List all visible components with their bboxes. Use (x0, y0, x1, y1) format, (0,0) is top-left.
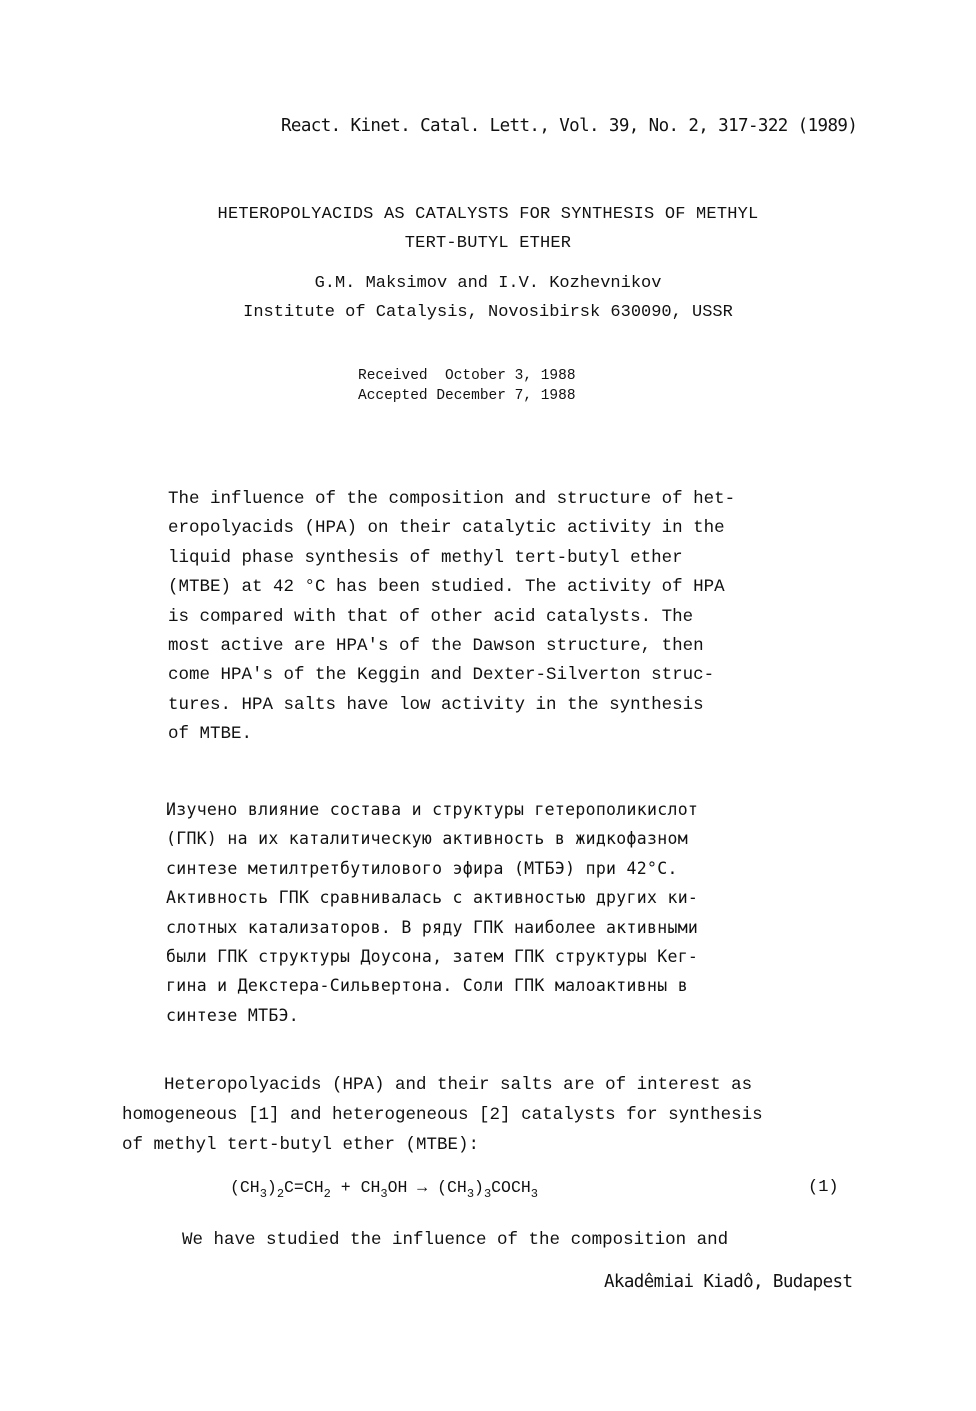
abstract-english (168, 485, 735, 750)
author-names: G.M. Maksimov and I.V. Kozhevnikov (314, 274, 662, 293)
abstract-ru-line: синтезе метилтретбутилового эфира (МТБЭ) при 42°С. (166, 858, 678, 878)
equation-reactant-1: $(CH_3)_2C=CH_2$ (230, 1178, 331, 1201)
abstract-line: (MTBE) at 42 °C has been studied. The activity of HPA (168, 577, 725, 598)
publisher-footer: Akadêmiai Kiadô, Budapest (604, 1272, 853, 1292)
abstract-line: of MTBE. (168, 724, 253, 745)
equation-arrow: → (417, 1178, 428, 1197)
body-line: Heteropolyacids (HPA) and their salts are of interest as (122, 1075, 753, 1095)
abstract-line: most active are HPA's of the Dawson structure, then (168, 636, 704, 657)
body-continuation: We have studied the influence of the composition and (182, 1230, 729, 1250)
abstract-ru-line: синтезе МТБЭ. (166, 1005, 300, 1025)
abstract-line: tures. HPA salts have low activity in the synthesis (168, 694, 704, 715)
received-date: Received October 3, 1988 (358, 368, 576, 384)
abstract-ru-line: (ГПК) на их каталитическую активность в жидкофазном (166, 829, 688, 849)
accepted-date: Accepted December 7, 1988 (358, 388, 576, 404)
submission-dates (358, 366, 576, 406)
abstract-ru-line: гина и Декстера-Сильвертона. Соли ГПК малоактивны в (166, 976, 688, 996)
equation-product: $(CH_3)_3COCH_3$ (437, 1178, 538, 1201)
body-line: homogeneous [1] and heterogeneous [2] catalysts for synthesis (122, 1105, 763, 1125)
journal-citation: React. Kinet. Catal. Lett., Vol. 39, No. 2, 317-322 (1989) (281, 116, 858, 136)
equation-reactant-2: $CH_3OH$ (360, 1178, 408, 1201)
abstract-line: eropolyacids (HPA) on their catalytic activity in the (168, 518, 725, 539)
author-block (120, 269, 856, 327)
abstract-ru-line: Изучено влияние состава и структуры гетерополикислот (166, 800, 699, 819)
equation-plus: + (340, 1178, 351, 1197)
abstract-line: come HPA's of the Keggin and Dexter-Silverton struc- (168, 665, 715, 686)
author-affiliation: Institute of Catalysis, Novosibirsk 630090, USSR (243, 303, 733, 322)
equation-number: (1) (808, 1178, 839, 1197)
chemical-equation (230, 1178, 538, 1201)
title-line-1: HETEROPOLYACIDS AS CATALYSTS FOR SYNTHESIS OF METHYL (217, 205, 759, 224)
paper-title (120, 200, 856, 258)
abstract-ru-line: были ГПК структуры Доусона, затем ГПК структуры Кег- (166, 947, 699, 967)
introduction-paragraph (122, 1070, 763, 1160)
abstract-line: The influence of the composition and structure of het- (168, 489, 736, 509)
title-line-2: TERT-BUTYL ETHER (404, 234, 572, 253)
abstract-ru-line: Активность ГПК сравнивалась с активностью других ки- (166, 888, 699, 908)
abstract-russian (166, 795, 698, 1030)
abstract-ru-line: слотных катализаторов. В ряду ГПК наиболее активными (166, 917, 699, 937)
abstract-line: is compared with that of other acid catalysts. The (168, 606, 694, 627)
abstract-line: liquid phase synthesis of methyl tert-butyl ether (168, 547, 683, 568)
body-line: of methyl tert-butyl ether (MTBE): (122, 1135, 480, 1155)
